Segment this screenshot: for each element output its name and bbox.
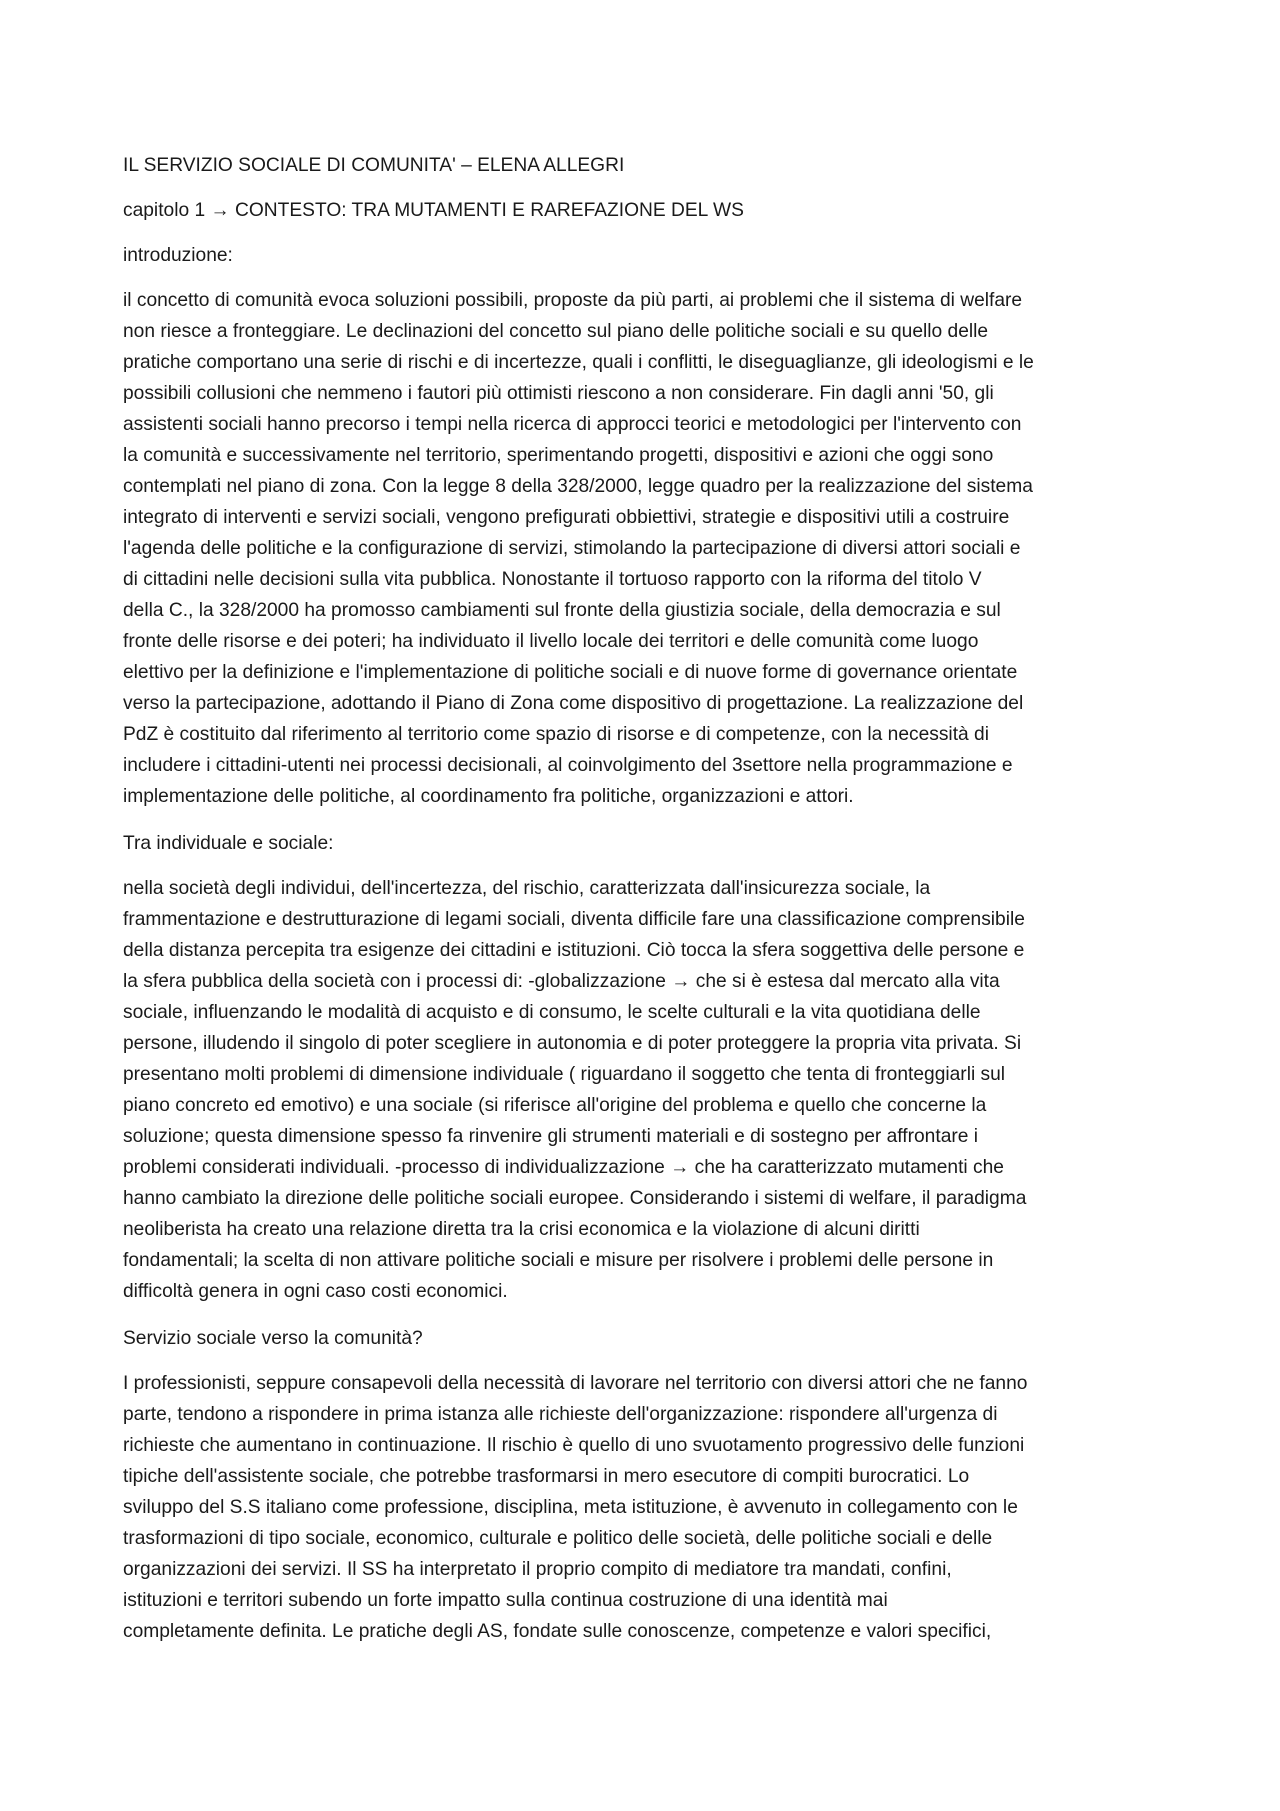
paragraph-line: frammentazione e destrutturazione di legami sociali, diventa difficile fare una classificazione comprensibile (123, 909, 1025, 930)
paragraph-line: hanno cambiato la direzione delle politiche sociali europee. Considerando i sistemi di welfare, il paradigma (123, 1188, 1027, 1209)
paragraph-line: problemi considerati individuali. -processo di individualizzazione → che ha caratterizzato mutamenti che (123, 1157, 1004, 1178)
paragraph-line: la sfera pubblica della società con i processi di: -globalizzazione → che si è estesa dal mercato alla vita (123, 971, 1000, 992)
paragraph-line: l'agenda delle politiche e la configurazione di servizi, stimolando la partecipazione di diversi attori sociali e (123, 538, 1021, 559)
paragraph-line: pratiche comportano una serie di rischi e di incertezze, quali i conflitti, le diseguaglianze, gli ideologismi e le (123, 352, 1034, 373)
paragraph-line: la comunità e successivamente nel territorio, sperimentando progetti, dispositivi e azioni che oggi sono (123, 445, 994, 466)
paragraph-line: richieste che aumentano in continuazione. Il rischio è quello di uno svuotamento progressivo delle funzioni (123, 1435, 1025, 1456)
paragraph-line: presentano molti problemi di dimensione individuale ( riguardano il soggetto che tenta di fronteggiarli sul (123, 1064, 1006, 1085)
spacer (123, 226, 1173, 240)
paragraph-line: sociale, influenzando le modalità di acquisto e di consumo, le scelte culturali e la vita quotidiana delle (123, 1002, 981, 1023)
paragraph-line: nella società degli individui, dell'incertezza, del rischio, caratterizzata dall'insicurezza sociale, la (123, 878, 931, 899)
paragraph-line: completamente definita. Le pratiche degli AS, fondate sulle conoscenze, competenze e valori specifici, (123, 1621, 992, 1642)
paragraph-line: contemplati nel piano di zona. Con la legge 8 della 328/2000, legge quadro per la realizzazione del sistema (123, 476, 1033, 497)
document-title: IL SERVIZIO SOCIALE DI COMUNITA' – ELENA ALLEGRI (123, 155, 625, 176)
paragraph-line: istituzioni e territori subendo un forte impatto sulla continua costruzione di una identità mai (123, 1590, 888, 1611)
paragraph-line: integrato di interventi e servizi sociali, vengono prefigurati obbiettivi, strategie e dispositivi utili a costruire (123, 507, 1010, 528)
paragraph-line: sviluppo del S.S italiano come professione, disciplina, meta istituzione, è avvenuto in collegamento con le (123, 1497, 1018, 1518)
paragraph-line: neoliberista ha creato una relazione diretta tra la crisi economica e la violazione di alcuni diritti (123, 1219, 920, 1240)
paragraph-line: fondamentali; la scelta di non attivare politiche sociali e misure per risolvere i problemi delle persone in (123, 1250, 994, 1271)
document-body (123, 240, 1173, 1663)
section-paragraph (123, 285, 1173, 812)
section-heading: Servizio sociale verso la comunità? (123, 1328, 423, 1349)
paragraph-line: soluzione; questa dimensione spesso fa rinvenire gli strumenti materiali e di sostegno per affrontare i (123, 1126, 979, 1147)
paragraph-line: PdZ è costituito dal riferimento al territorio come spazio di risorse e di competenze, con la necessità di (123, 724, 989, 745)
paragraph-line: parte, tendono a rispondere in prima istanza alle richieste dell'organizzazione: rispondere all'urgenza di (123, 1404, 998, 1425)
spacer (123, 859, 1173, 873)
paragraph-line: implementazione delle politiche, al coordinamento fra politiche, organizzazioni e attori. (123, 786, 854, 807)
paragraph-line: il concetto di comunità evoca soluzioni possibili, proposte da più parti, ai problemi che il sistema di welfare (123, 290, 1023, 311)
spacer (123, 1354, 1173, 1368)
document-page (123, 150, 1173, 1663)
chapter-title: capitolo 1 → CONTESTO: TRA MUTAMENTI E RAREFAZIONE DEL WS (123, 200, 744, 221)
paragraph-line: tipiche dell'assistente sociale, che potrebbe trasformarsi in mero esecutore di compiti burocratici. Lo (123, 1466, 970, 1487)
paragraph-line: verso la partecipazione, adottando il Piano di Zona come dispositivo di progettazione. La realizzazione del (123, 693, 1024, 714)
spacer (123, 812, 1173, 828)
paragraph-line: difficoltà genera in ogni caso costi economici. (123, 1281, 508, 1302)
spacer (123, 271, 1173, 285)
section-heading: Tra individuale e sociale: (123, 833, 334, 854)
paragraph-line: della distanza percepita tra esigenze dei cittadini e istituzioni. Ciò tocca la sfera soggettiva delle persone e (123, 940, 1025, 961)
paragraph-line: assistenti sociali hanno precorso i tempi nella ricerca di approcci teorici e metodologici per l'intervento con (123, 414, 1022, 435)
paragraph-line: I professionisti, seppure consapevoli della necessità di lavorare nel territorio con diversi attori che ne fanno (123, 1373, 1028, 1394)
paragraph-line: non riesce a fronteggiare. Le declinazioni del concetto sul piano delle politiche sociali e su quello delle (123, 321, 989, 342)
spacer (123, 1647, 1173, 1663)
paragraph-line: di cittadini nelle decisioni sulla vita pubblica. Nonostante il tortuoso rapporto con la riforma del titolo V (123, 569, 982, 590)
section-heading: introduzione: (123, 245, 233, 266)
spacer (123, 1307, 1173, 1323)
paragraph-line: possibili collusioni che nemmeno i fautori più ottimisti riescono a non considerare. Fin dagli anni '50, gli (123, 383, 994, 404)
paragraph-line: della C., la 328/2000 ha promosso cambiamenti sul fronte della giustizia sociale, della democrazia e sul (123, 600, 1001, 621)
paragraph-line: includere i cittadini-utenti nei processi decisionali, al coinvolgimento del 3settore nella programmazione e (123, 755, 1013, 776)
section-paragraph (123, 1368, 1173, 1647)
paragraph-line: trasformazioni di tipo sociale, economico, culturale e politico delle società, delle politiche sociali e delle (123, 1528, 993, 1549)
section-paragraph (123, 873, 1173, 1307)
paragraph-line: persone, illudendo il singolo di poter scegliere in autonomia e di poter proteggere la propria vita privata. Si (123, 1033, 1022, 1054)
paragraph-line: elettivo per la definizione e l'implementazione di politiche sociali e di nuove forme di governance orientate (123, 662, 1018, 683)
paragraph-line: piano concreto ed emotivo) e una sociale (si riferisce all'origine del problema e quello che concerne la (123, 1095, 987, 1116)
paragraph-line: fronte delle risorse e dei poteri; ha individuato il livello locale dei territori e delle comunità come luogo (123, 631, 979, 652)
paragraph-line: organizzazioni dei servizi. Il SS ha interpretato il proprio compito di mediatore tra mandati, confini, (123, 1559, 952, 1580)
spacer (123, 181, 1173, 195)
